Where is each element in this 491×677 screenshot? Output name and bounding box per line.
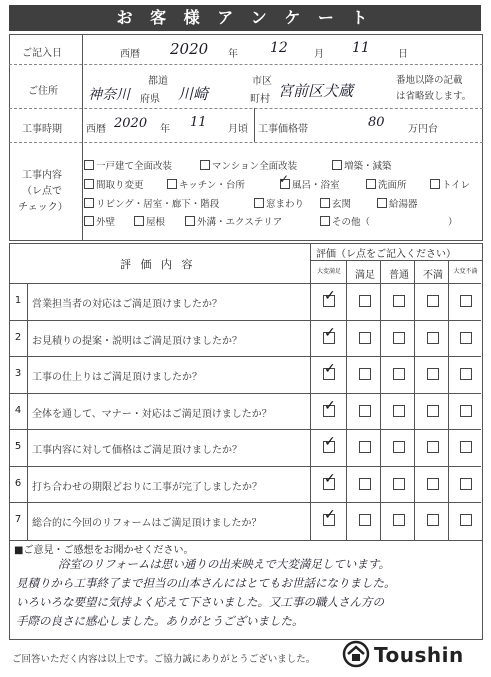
question-row-divider	[9, 502, 481, 503]
entry-date-day: 11	[352, 40, 370, 56]
question-number: 1	[14, 295, 22, 306]
work-option[interactable]	[134, 214, 165, 228]
rating-column-divider	[310, 243, 311, 540]
entry-date-label: ご記入日	[22, 48, 62, 59]
work-option-label: 屋根	[146, 217, 166, 228]
address-town: 宮前区犬蔵	[278, 82, 354, 100]
work-option[interactable]	[84, 196, 219, 210]
rating-column-line	[448, 260, 449, 540]
question-row-divider	[9, 429, 481, 430]
rating-checkbox[interactable]	[427, 514, 439, 526]
rating-checkbox[interactable]	[359, 405, 371, 417]
rating-checkbox[interactable]	[359, 368, 371, 380]
rating-column-header: 大変不満	[453, 268, 478, 275]
work-option-label: ）	[448, 217, 458, 228]
work-option[interactable]	[332, 158, 392, 172]
work-option-checkbox[interactable]	[84, 198, 94, 208]
comments-label: ■ご意見・ご感想をお聞かせください。	[14, 545, 194, 556]
check-mark-icon: ✓	[324, 507, 336, 523]
address-prefecture: 神奈川	[88, 87, 130, 103]
question-number: 7	[14, 514, 22, 525]
work-option-checkbox[interactable]	[84, 216, 94, 226]
rating-checkbox[interactable]	[427, 332, 439, 344]
check-mark-icon: ✓	[324, 470, 336, 487]
work-option[interactable]	[279, 172, 340, 191]
rating-checkbox[interactable]	[393, 295, 405, 307]
question-number: 4	[14, 404, 22, 416]
rating-column-header: 普通	[389, 270, 409, 281]
question-text: 工事内容に対して価格はご満足頂けましたか？	[32, 445, 242, 456]
price-label: 工事価格帯	[258, 124, 308, 135]
question-text: 全体を通して、マナー・対応はご満足頂けましたか？	[32, 408, 272, 420]
rating-checkbox[interactable]	[460, 332, 472, 344]
period-era-label: 西暦	[86, 124, 106, 135]
work-option[interactable]	[167, 177, 245, 191]
work-option[interactable]	[448, 214, 458, 228]
work-option-checkbox[interactable]	[134, 216, 144, 226]
rating-column-line	[414, 260, 415, 540]
question-text: 打ち合わせの期限どおりに工事が完了しましたか？	[32, 481, 262, 493]
city-unit-top: 市区	[252, 76, 272, 87]
work-option-label: トイレ	[442, 180, 471, 191]
rating-checkbox[interactable]	[427, 295, 439, 307]
work-option-checkbox[interactable]	[200, 160, 210, 170]
brand-name: Toushin	[374, 643, 464, 667]
question-row-divider	[9, 466, 481, 467]
question-number: 2	[14, 331, 22, 343]
question-row-divider	[9, 320, 481, 321]
work-label-line3: チェック）	[18, 202, 68, 213]
work-option-checkbox[interactable]	[84, 179, 94, 189]
work-option-label: その他（	[332, 217, 371, 228]
rating-checkbox[interactable]	[393, 441, 405, 453]
work-label-line2: （レ点で	[22, 186, 62, 197]
divider	[9, 108, 483, 109]
work-option[interactable]	[366, 177, 407, 191]
entry-date-month: 12	[270, 40, 288, 56]
comment-line: 浴室のリフォームは思い通りの出来映えで大変満足しています。	[58, 557, 391, 571]
period-month: 11	[190, 115, 207, 130]
work-option[interactable]	[200, 158, 297, 172]
entry-date-era-label: 西暦	[120, 49, 140, 60]
work-option[interactable]	[377, 196, 418, 210]
rating-checkbox[interactable]	[359, 295, 371, 307]
rating-checkbox[interactable]	[393, 514, 405, 526]
period-year: 2020	[114, 116, 148, 131]
question-row-divider	[9, 283, 481, 284]
check-mark-icon: ✓	[324, 434, 336, 450]
question-number: 6	[14, 477, 22, 489]
work-label-line1: 工事内容	[22, 170, 62, 181]
address-note-line1: 番地以降の記載	[396, 75, 463, 86]
question-text: お見積りの提案・説明はご満足頂けましたか？	[32, 335, 242, 347]
work-option-checkbox[interactable]	[320, 198, 330, 208]
work-option[interactable]	[84, 214, 115, 228]
work-option[interactable]	[254, 196, 304, 210]
rating-checkbox[interactable]	[393, 368, 405, 380]
survey-title: お 客 様 ア ン ケ ー ト	[9, 5, 481, 31]
question-number: 3	[14, 368, 22, 379]
check-mark-icon: ✓	[324, 324, 336, 341]
period-price-divider	[254, 108, 255, 142]
work-option-checkbox[interactable]	[167, 179, 177, 189]
rating-column-header: 不満	[423, 270, 443, 281]
work-option-label: 洗面所	[378, 180, 407, 191]
work-option[interactable]	[320, 214, 370, 228]
evaluation-content-header: 評 価 内 容	[120, 258, 196, 271]
divider	[9, 142, 483, 143]
rating-checkbox[interactable]	[359, 514, 371, 526]
rating-checkbox[interactable]	[427, 368, 439, 380]
rating-checkbox[interactable]	[460, 478, 472, 490]
question-text: 営業担当者の対応はご満足頂けましたか？	[32, 299, 222, 310]
pref-unit-top: 都道	[148, 76, 168, 87]
work-option-label: 風呂・浴室	[292, 180, 340, 191]
check-mark-icon: ✓	[324, 361, 336, 377]
rating-checkbox[interactable]	[359, 332, 371, 344]
rating-checkbox[interactable]	[460, 368, 472, 380]
rating-checkbox[interactable]	[393, 405, 405, 417]
work-option-label: 間取り変更	[96, 180, 144, 191]
rating-checkbox[interactable]	[359, 478, 371, 490]
rating-column-header: 大変満足	[316, 268, 341, 275]
question-row-divider	[9, 356, 481, 357]
work-option-label: 窓まわり	[266, 199, 305, 210]
price-unit: 万円台	[408, 124, 438, 135]
work-option[interactable]	[84, 158, 172, 172]
work-option-label: 給湯器	[389, 199, 418, 210]
work-option-checkbox[interactable]	[185, 216, 195, 226]
rating-checkbox[interactable]	[427, 478, 439, 490]
footer-note: ご回答いただく内容は以上です。ご協力誠にありがとうございました。	[12, 654, 316, 665]
work-option-checkbox[interactable]	[320, 216, 330, 226]
entry-date-year: 2020	[170, 40, 209, 58]
comment-line: 見積りから工事終了まで担当の山本さんにはとてもお世話になりました。	[16, 576, 396, 590]
rating-header-divider	[310, 260, 482, 261]
rating-checkbox[interactable]	[460, 514, 472, 526]
address-note-line2: は省略致します。	[396, 91, 472, 102]
work-option-label: 外溝・エクステリア	[197, 217, 283, 228]
work-option-checkbox[interactable]	[430, 179, 440, 189]
period-month-unit: 月頃	[228, 124, 248, 135]
rating-header: 評価（レ点をご記入ください）	[316, 249, 456, 260]
work-option-checkbox[interactable]	[84, 160, 94, 170]
work-option-checkbox[interactable]	[377, 198, 387, 208]
work-option-label: 玄関	[332, 199, 352, 210]
rating-checkbox[interactable]	[460, 441, 472, 453]
comment-line: 手際の良さに感心しました。ありがとうございました。	[16, 614, 304, 628]
address-label: ご住所	[28, 86, 58, 97]
period-label: 工事時期	[22, 124, 62, 135]
work-option[interactable]	[430, 177, 470, 191]
work-option-label: 増築・減築	[344, 161, 392, 172]
rating-checkbox[interactable]	[460, 295, 472, 307]
rating-checkbox[interactable]	[393, 478, 405, 490]
question-number: 5	[14, 441, 22, 452]
rating-checkbox[interactable]	[427, 405, 439, 417]
comment-line: いろいろな要望に気持よく応えて下さいました。又工事の職人さん方の	[16, 595, 384, 609]
entry-date-year-unit: 年	[228, 49, 238, 60]
work-option-checkbox[interactable]	[366, 179, 376, 189]
work-option[interactable]	[84, 177, 144, 191]
price-value: 80	[368, 115, 385, 130]
rating-column-header: 満足	[355, 270, 375, 281]
rating-checkbox[interactable]	[359, 441, 371, 453]
work-option-label: 外壁	[96, 217, 116, 228]
address-city: 川崎	[178, 85, 209, 103]
entry-date-month-unit: 月	[314, 49, 324, 60]
rating-checkbox[interactable]	[427, 441, 439, 453]
pref-unit-bottom: 府県	[140, 94, 160, 105]
work-option-checkbox[interactable]	[254, 198, 264, 208]
work-option-checkbox[interactable]	[332, 160, 342, 170]
work-option-label: マンション全面改装	[212, 161, 298, 172]
entry-date-day-unit: 日	[398, 49, 408, 60]
check-mark-icon: ✓	[279, 172, 290, 186]
label-column-divider	[82, 34, 83, 241]
rating-column-line	[380, 260, 381, 540]
work-option-label: キッチン・台所	[179, 180, 245, 191]
work-option[interactable]	[185, 214, 282, 228]
question-text: 工事の仕上りはご満足頂けましたか？	[32, 372, 202, 383]
check-mark-icon: ✓	[324, 288, 336, 304]
toushin-logo-icon	[342, 640, 370, 668]
period-year-unit: 年	[160, 124, 170, 135]
check-mark-icon: ✓	[324, 397, 336, 414]
rating-checkbox[interactable]	[460, 405, 472, 417]
question-row-divider	[9, 393, 481, 394]
work-option[interactable]	[320, 196, 351, 210]
city-unit-bottom: 町村	[250, 94, 270, 105]
divider	[9, 64, 483, 65]
work-option-label: リビング・居室・廊下・階段	[96, 199, 220, 210]
question-text: 総合的に今回のリフォームはご満足頂けましたか？	[32, 518, 262, 529]
work-option-label: 一戸建て全面改装	[96, 161, 173, 172]
rating-column-line	[346, 260, 347, 540]
rating-checkbox[interactable]	[393, 332, 405, 344]
